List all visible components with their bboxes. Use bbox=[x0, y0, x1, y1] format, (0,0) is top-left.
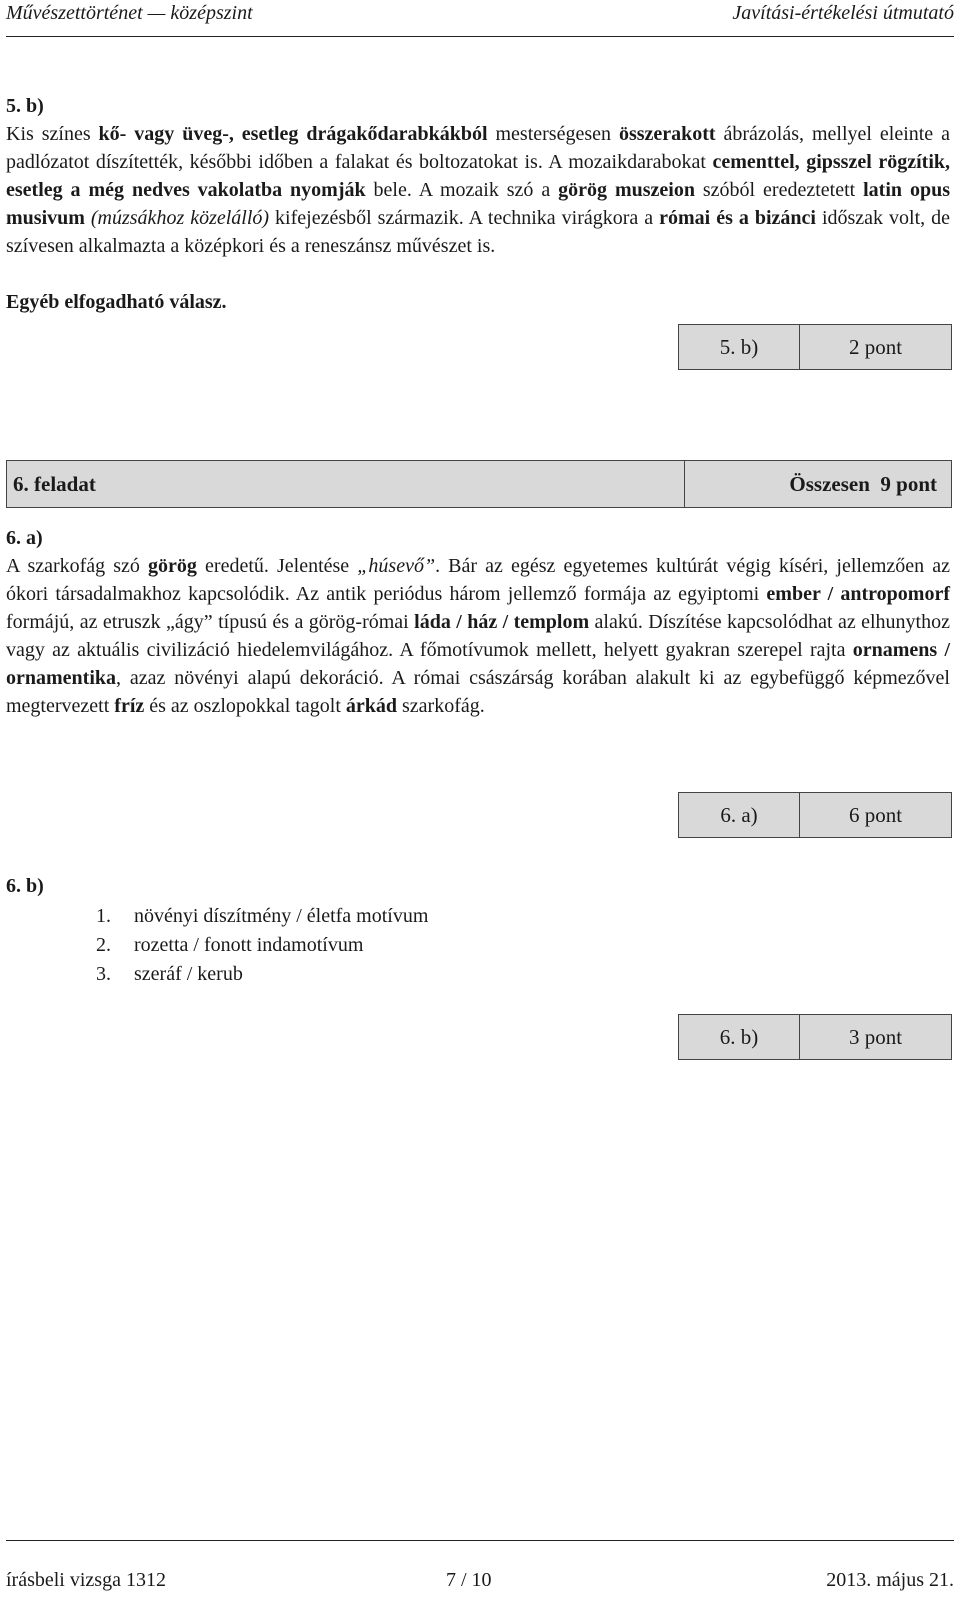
task-title: 6. feladat bbox=[7, 461, 685, 507]
score-points: 3 pont bbox=[848, 1024, 903, 1049]
task-total: Összesen 9 pont bbox=[789, 471, 937, 496]
footer-page-number: 7 / 10 bbox=[446, 1569, 492, 1591]
header-subject: Művészettörténet — középszint bbox=[6, 2, 253, 24]
footer-date: 2013. május 21. bbox=[826, 1569, 954, 1591]
page-footer bbox=[6, 1540, 954, 1610]
header-doc-type: Javítási-értékelési útmutató bbox=[732, 2, 954, 24]
section-6a-heading: 6. a) bbox=[6, 527, 43, 549]
score-label: 6. b) bbox=[679, 1015, 800, 1059]
score-points: 6 pont bbox=[848, 802, 903, 827]
score-box-6a bbox=[678, 792, 952, 838]
section-5b-answer: Kis színes kő- vagy üveg-, esetleg drágakődarabkákból mesterségesen összerakott ábrázolás, mellyel eleinte a padlózatot díszítették, későbbi időben a falakat és boltozatokat is. A mozaikdarabokat cementtel, gipsszel rögzítik, esetleg a még nedves vakolatba nyomják bele. A mozaik szó a görög muszeion szóból eredeztetett latin opus musivum (múzsákhoz közelálló) kifejezésből származik. A technika virágkora a római és a bizánci időszak volt, de szívesen alkalmazta a középkori és a reneszánsz művészet is. bbox=[6, 123, 950, 257]
list-item-text: rozetta / fonott indamotívum bbox=[134, 934, 364, 956]
section-6a-answer: A szarkofág szó görög eredetű. Jelentése „húsevő”. Bár az egész egyetemes kultúrát végig kíséri, jellemzően az ókori társadalmakhoz kapcsolódik. Az antik periódus három jellemző formája az egyiptomi ember / antropomorf formájú, az etruszk „ágy” típusú és a görög-római láda / ház / templom alakú. Díszítése kapcsolódhat az elhunythoz vagy az aktuális civilizáció hiedelemvilágához. A főmotívumok mellett, helyett gyakran szerepel rajta ornamens / ornamentika, azaz növényi alapú dekoráció. A római császárság korában alakult ki az egybefüggő képmezővel megtervezett fríz és az oszlopokkal tagolt árkád szarkofág. bbox=[6, 555, 951, 717]
list-item-text: szeráf / kerub bbox=[134, 963, 243, 985]
page-header bbox=[6, 0, 954, 37]
other-answer-note: Egyéb elfogadható válasz. bbox=[6, 291, 227, 313]
score-label: 5. b) bbox=[679, 325, 800, 369]
score-label: 6. a) bbox=[679, 793, 800, 837]
list-item bbox=[96, 902, 796, 931]
list-item bbox=[96, 960, 796, 989]
section-6b-list-wrap bbox=[96, 902, 796, 989]
list-item-number: 1. bbox=[96, 905, 111, 927]
task-6-header bbox=[6, 460, 952, 508]
section-6b-list bbox=[96, 902, 796, 989]
list-item-number: 3. bbox=[96, 963, 111, 985]
section-6b-heading: 6. b) bbox=[6, 875, 44, 897]
list-item bbox=[96, 931, 796, 960]
score-box-5b bbox=[678, 324, 952, 370]
score-box-6b bbox=[678, 1014, 952, 1060]
score-points: 2 pont bbox=[848, 334, 903, 359]
list-item-number: 2. bbox=[96, 934, 111, 956]
footer-exam-code: írásbeli vizsga 1312 bbox=[6, 1569, 166, 1591]
list-item-text: növényi díszítmény / életfa motívum bbox=[134, 905, 429, 927]
section-5b-heading: 5. b) bbox=[6, 95, 44, 117]
